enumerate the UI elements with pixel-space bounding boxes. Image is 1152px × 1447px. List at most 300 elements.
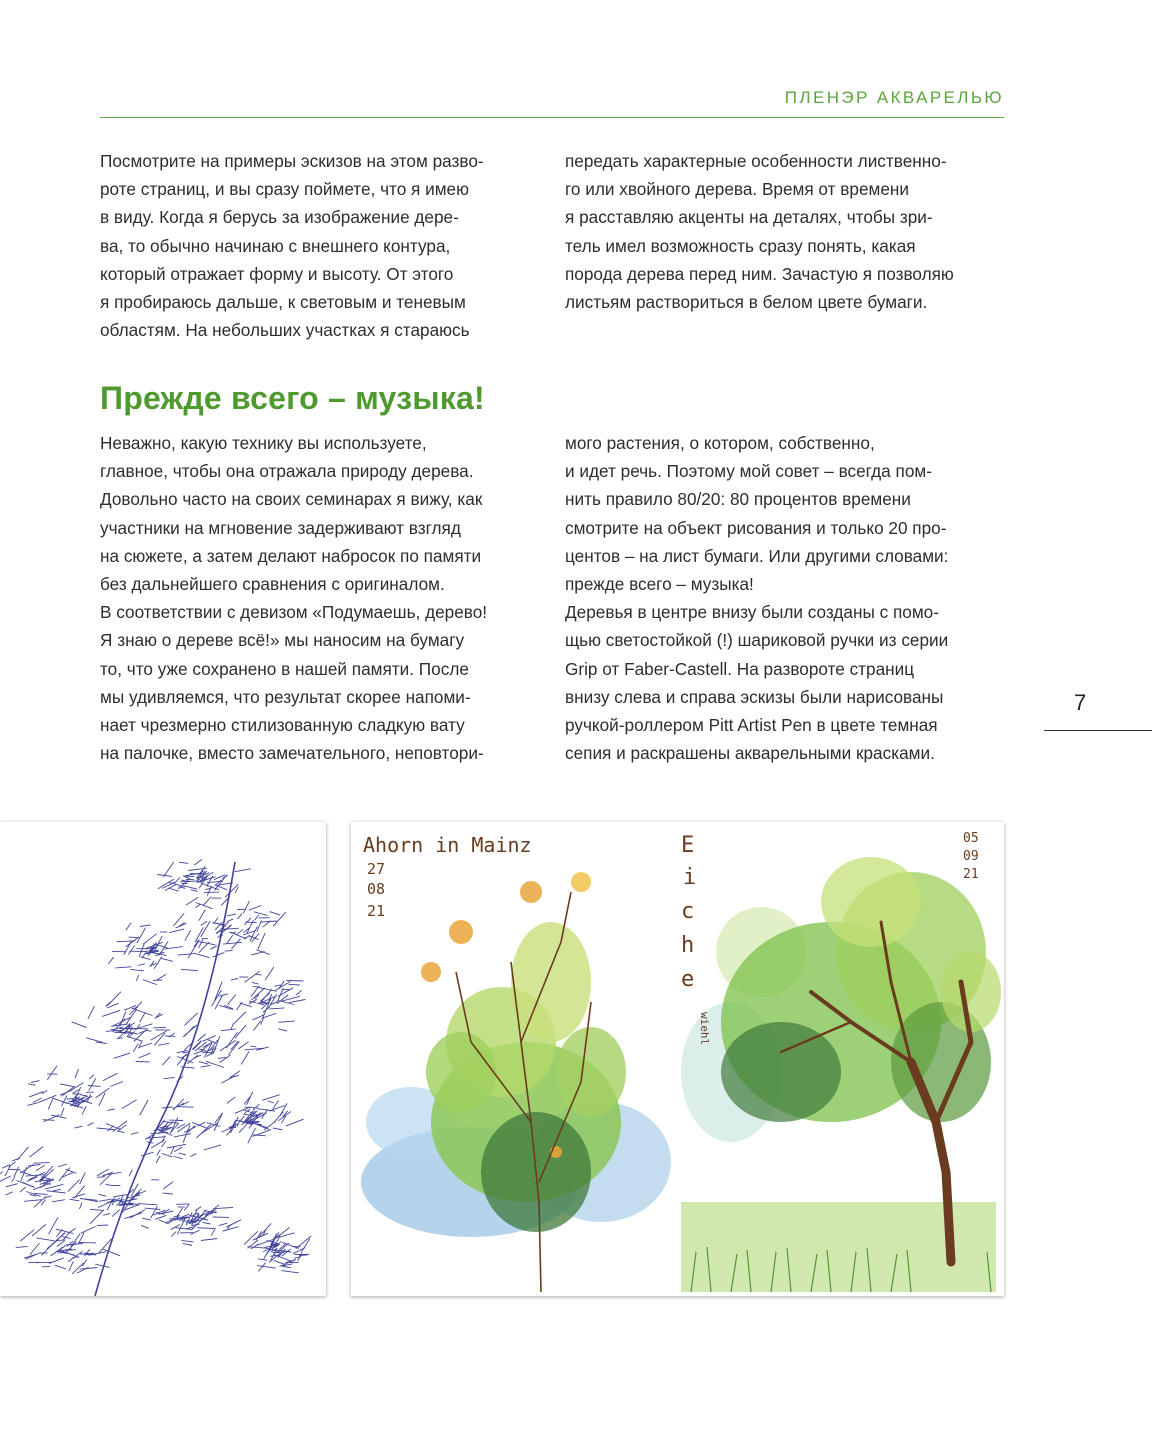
pine-needle-stroke — [75, 1069, 79, 1078]
pine-needle-stroke — [90, 1209, 104, 1210]
oak-title-letter: E — [681, 833, 695, 858]
pine-needle-stroke — [229, 1041, 240, 1055]
pine-needle-stroke — [195, 1207, 201, 1211]
pine-needle-stroke — [95, 1264, 110, 1268]
pine-needle-stroke — [206, 1061, 224, 1067]
pine-needle-stroke — [274, 1261, 286, 1265]
text-line: на палочке, вместо замечательного, неповтори- — [100, 743, 484, 764]
pine-needle-stroke — [199, 1062, 208, 1064]
pine-needle-stroke — [28, 1165, 40, 1167]
pine-needle-stroke — [117, 1038, 123, 1039]
pine-needle-stroke — [278, 1112, 291, 1121]
pine-needle-stroke — [278, 1029, 287, 1031]
pine-needle-stroke — [294, 1257, 301, 1259]
text-line: щью светостойкой (!) шариковой ручки из серии — [565, 630, 949, 651]
text-line: Деревья в центре внизу были созданы с помо- — [565, 602, 939, 623]
pine-needle-stroke — [130, 969, 144, 970]
pine-needle-stroke — [124, 1213, 142, 1219]
pine-needle-stroke — [162, 1107, 173, 1108]
text-line: мого растения, о котором, собственно, — [565, 433, 875, 453]
pine-needle-stroke — [183, 1243, 192, 1245]
pine-needle-stroke — [255, 974, 261, 975]
header-rule — [100, 117, 1004, 118]
pine-needle-stroke — [199, 910, 205, 921]
pine-needle-stroke — [257, 921, 262, 933]
pine-needle-stroke — [201, 1065, 211, 1067]
pine-needle-stroke — [2, 1165, 10, 1169]
pine-needle-stroke — [133, 1044, 138, 1052]
pine-needle-stroke — [130, 1210, 145, 1219]
text-line: я пробираюсь дальше, к световым и теневым — [100, 292, 466, 313]
pine-needle-stroke — [62, 1096, 68, 1106]
pine-needle-stroke — [138, 1053, 150, 1058]
intro-column-left — [100, 147, 540, 344]
text-line: в виду. Когда я берусь за изображение дере- — [100, 207, 459, 228]
pine-needle-stroke — [112, 951, 126, 952]
pine-needle-stroke — [258, 987, 277, 991]
pine-needle-stroke — [273, 1100, 279, 1108]
pine-needle-stroke — [264, 1121, 276, 1130]
pine-needle-stroke — [262, 1109, 268, 1119]
pine-needle-stroke — [132, 1008, 138, 1009]
pine-needle-stroke — [235, 869, 251, 872]
pine-needle-stroke — [99, 1199, 112, 1201]
pine-needle-stroke — [26, 1175, 45, 1176]
pine-needle-stroke — [247, 1247, 266, 1249]
pine-needle-stroke — [140, 925, 151, 927]
pine-needle-stroke — [203, 1222, 211, 1224]
pine-needle-stroke — [97, 1177, 105, 1178]
pine-needle-stroke — [158, 1043, 169, 1045]
pine-needle-stroke — [289, 984, 300, 985]
pine-needle-stroke — [205, 1205, 219, 1216]
pine-needle-stroke — [254, 912, 268, 916]
text-line: участники на мгновение задерживают взгляд — [100, 517, 461, 538]
pine-needle-stroke — [141, 1152, 154, 1156]
pine-needle-stroke — [20, 1164, 33, 1173]
pine-needle-stroke — [191, 890, 198, 892]
pine-needle-stroke — [17, 1181, 35, 1188]
text-line: прежде всего – музыка! — [565, 574, 754, 595]
pine-needle-stroke — [169, 929, 184, 933]
pine-needle-stroke — [63, 1251, 80, 1257]
pine-needle-stroke — [203, 897, 212, 906]
pine-needle-stroke — [49, 1217, 59, 1234]
pine-needle-stroke — [194, 939, 200, 946]
pine-needle-stroke — [235, 887, 238, 893]
pine-needle-stroke — [9, 1169, 21, 1170]
pine-needle-stroke — [174, 1157, 183, 1159]
pine-needle-stroke — [198, 1034, 206, 1041]
pine-needle-stroke — [14, 1167, 19, 1177]
oak-location: wiehl — [698, 1012, 711, 1046]
oak-title-letter: c — [681, 899, 695, 924]
pine-needle-stroke — [114, 1032, 127, 1033]
section-heading: Прежде всего – музыка! — [100, 380, 485, 416]
pine-needle-stroke — [257, 1266, 276, 1269]
pine-needle-stroke — [150, 961, 154, 967]
pine-needle-stroke — [258, 1259, 267, 1260]
pine-needle-stroke — [219, 1223, 227, 1225]
text-line: Я знаю о дереве всё!» мы наносим на бумагу — [100, 630, 465, 651]
pine-needle-stroke — [103, 1172, 121, 1175]
pine-needle-stroke — [136, 975, 139, 981]
pine-needle-stroke — [281, 1271, 299, 1273]
pine-needle-stroke — [142, 1218, 151, 1220]
pine-needle-stroke — [155, 1215, 166, 1219]
pine-needle-stroke — [36, 1165, 44, 1171]
pine-needle-stroke — [86, 1038, 102, 1043]
pine-needle-stroke — [20, 1187, 26, 1192]
pine-needle-stroke — [296, 990, 302, 995]
pine-needle-stroke — [184, 876, 194, 877]
pine-needle-stroke — [247, 1092, 253, 1105]
pine-needle-stroke — [30, 1243, 40, 1255]
pine-needle-stroke — [137, 928, 146, 943]
pine-needle-stroke — [282, 1242, 299, 1248]
pine-needle-stroke — [12, 1158, 20, 1161]
pine-needle-stroke — [118, 1125, 126, 1131]
pine-needle-stroke — [141, 1225, 149, 1228]
pine-needle-stroke — [6, 1184, 18, 1187]
pine-needle-stroke — [106, 1002, 112, 1007]
pine-needle-stroke — [129, 937, 138, 938]
section-column-right — [565, 429, 1005, 767]
pine-needle-stroke — [231, 1023, 234, 1030]
pine-needle-stroke — [138, 964, 145, 966]
pine-needle-stroke — [258, 933, 265, 949]
pine-needle-stroke — [120, 1199, 137, 1203]
pine-needle-stroke — [140, 1100, 149, 1116]
pine-needle-stroke — [270, 912, 281, 916]
text-line: Grip от Faber-Castell. На развороте страниц — [565, 658, 915, 679]
pine-needle-stroke — [58, 1164, 67, 1167]
pine-needle-stroke — [211, 946, 217, 949]
pine-needle-stroke — [177, 1208, 183, 1217]
page-number-rule — [1044, 730, 1152, 731]
pine-needle-stroke — [251, 952, 265, 956]
pine-needle-stroke — [206, 1053, 213, 1057]
pine-needle-stroke — [48, 1099, 53, 1110]
pine-needle-stroke — [181, 1241, 193, 1242]
pine-needle-stroke — [201, 921, 208, 925]
pine-needle-stroke — [151, 1031, 167, 1040]
pine-needle-stroke — [262, 1095, 279, 1101]
pine-needle-stroke — [220, 1055, 231, 1063]
pine-needle-stroke — [194, 953, 210, 958]
pine-needle-stroke — [240, 1116, 244, 1122]
pine-needle-stroke — [188, 941, 199, 958]
pine-needle-stroke — [33, 1163, 49, 1164]
pine-needle-stroke — [12, 1177, 15, 1183]
pine-needle-stroke — [30, 1147, 44, 1158]
pine-needle-stroke — [245, 918, 252, 925]
pine-needle-stroke — [204, 1145, 221, 1150]
pine-needle-stroke — [261, 1018, 264, 1025]
pine-needle-stroke — [221, 1029, 236, 1031]
pine-needle-stroke — [270, 1008, 285, 1009]
pine-needle-stroke — [244, 935, 250, 939]
pine-needle-stroke — [108, 957, 113, 964]
text-line: смотрите на объект рисования и только 20 про- — [565, 517, 947, 538]
pine-needle-stroke — [154, 957, 162, 969]
pine-needle-stroke — [156, 1156, 160, 1163]
pine-needle-stroke — [175, 877, 180, 883]
text-line: внизу слева и справа эскизы были нарисованы — [565, 686, 944, 707]
text-line: листьям раствориться в белом цвете бумаги. — [565, 292, 928, 313]
pine-needle-stroke — [226, 1220, 241, 1227]
text-line: который отражает форму и высоту. От этого — [100, 263, 454, 284]
pine-needle-stroke — [218, 1057, 226, 1058]
pine-needle-stroke — [163, 1182, 173, 1189]
text-line: я расставляю акценты на деталях, чтобы зри- — [565, 207, 933, 228]
pine-needle-stroke — [201, 1239, 217, 1241]
maple-title: Ahorn in Mainz — [363, 833, 532, 857]
oak-date-month: 09 — [963, 849, 979, 864]
oak-title-letter: i — [683, 865, 697, 890]
oak-date-year: 21 — [963, 867, 979, 882]
pine-needle-stroke — [184, 886, 197, 889]
pine-needle-stroke — [268, 1101, 274, 1103]
pine-needle-stroke — [0, 1172, 3, 1176]
pine-needle-stroke — [237, 914, 242, 920]
pine-needle-stroke — [244, 1109, 250, 1114]
pine-needle-stroke — [244, 1231, 258, 1244]
pine-needle-stroke — [24, 1254, 38, 1259]
pine-needle-stroke — [107, 1126, 113, 1131]
pine-needle-stroke — [97, 1225, 108, 1226]
pine-needle-stroke — [61, 1108, 64, 1117]
pine-needle-stroke — [227, 919, 233, 922]
pine-needle-stroke — [139, 944, 144, 957]
pine-needle-stroke — [181, 969, 198, 970]
pine-needle-stroke — [81, 1226, 96, 1233]
text-line: и идет речь. Поэтому мой совет – всегда пом- — [565, 461, 932, 482]
pine-needle-stroke — [225, 951, 233, 952]
text-line: центов – на лист бумаги. Или другими словами: — [565, 545, 949, 566]
pine-needle-stroke — [80, 1172, 86, 1184]
pine-needle-stroke — [283, 1267, 291, 1268]
pine-needle-stroke — [96, 1088, 110, 1098]
text-line: Неважно, какую технику вы используете, — [100, 433, 427, 453]
pine-needle-stroke — [60, 1084, 74, 1087]
oak-title-letter: e — [681, 967, 695, 992]
pine-needle-stroke — [68, 1228, 75, 1233]
pine-needle-stroke — [148, 1137, 166, 1139]
pine-needle-stroke — [89, 1078, 96, 1090]
pine-needle-stroke — [250, 1046, 256, 1047]
pine-needle-stroke — [286, 1119, 304, 1126]
text-line: нает чрезмерно стилизованную сладкую вату — [100, 715, 465, 736]
pine-needle-stroke — [103, 1249, 120, 1256]
pine-needle-stroke — [238, 1042, 248, 1049]
pine-needle-stroke — [27, 1103, 38, 1106]
pine-needle-stroke — [138, 1204, 158, 1205]
pine-needle-stroke — [207, 886, 211, 896]
pine-needle-stroke — [162, 1056, 170, 1065]
pine-needle-stroke — [199, 939, 203, 948]
pine-needle-stroke — [47, 1066, 57, 1080]
pine-needle-stroke — [24, 1200, 41, 1202]
pine-needle-stroke — [102, 1010, 120, 1016]
pine-needle-stroke — [251, 933, 259, 942]
watercolor-drawing — [351, 822, 1004, 1296]
pine-needle-stroke — [28, 1084, 36, 1086]
pine-needle-stroke — [0, 1176, 11, 1182]
text-line: порода дерева перед ним. Зачастую я позволяю — [565, 263, 954, 284]
pine-needle-stroke — [79, 1242, 97, 1243]
pine-needle-stroke — [68, 1180, 80, 1192]
ballpoint-pine-sketch — [0, 822, 326, 1296]
maple-date-month: 08 — [367, 880, 386, 898]
text-line: Довольно часто на своих семинарах я вижу, как — [100, 489, 483, 510]
pine-needle-stroke — [36, 1238, 54, 1241]
pine-needle-stroke — [222, 1126, 236, 1132]
pine-needle-stroke — [174, 1147, 182, 1152]
pine-needle-stroke — [253, 1021, 260, 1031]
pine-needle-stroke — [89, 1075, 94, 1079]
pine-needle-stroke — [103, 1213, 110, 1215]
pine-needle-stroke — [72, 1194, 85, 1198]
pine-needle-stroke — [88, 1123, 94, 1126]
pine-needle-stroke — [171, 1225, 180, 1230]
pine-needle-stroke — [20, 1230, 34, 1241]
text-line: ручкой-роллером Pitt Artist Pen в цвете темная — [565, 715, 938, 736]
pine-needle-stroke — [249, 906, 261, 911]
pine-needle-stroke — [185, 930, 191, 941]
pine-needle-stroke — [126, 1009, 137, 1025]
pine-needle-stroke — [273, 1128, 283, 1130]
pine-needle-stroke — [43, 1120, 55, 1121]
pine-needle-stroke — [80, 1095, 87, 1097]
pine-needle-stroke — [179, 862, 188, 863]
pine-needle-stroke — [275, 985, 281, 986]
pine-needle-stroke — [185, 1013, 198, 1026]
pine-needle-stroke — [265, 967, 274, 980]
text-line: го или хвойного дерева. Время от времени — [565, 179, 909, 200]
pine-needle-stroke — [194, 1051, 203, 1055]
pine-needle-stroke — [159, 1220, 168, 1224]
pine-needle-stroke — [131, 1132, 139, 1134]
pine-needle-stroke — [55, 1265, 66, 1269]
pine-needle-stroke — [68, 1251, 83, 1262]
pine-needle-stroke — [113, 1195, 127, 1197]
pine-needle-stroke — [143, 934, 157, 944]
pine-needle-stroke — [103, 1073, 117, 1080]
pine-needle-stroke — [45, 1184, 63, 1189]
watercolor-sketches — [351, 822, 1004, 1296]
pine-needle-stroke — [65, 1250, 76, 1251]
pine-needle-stroke — [60, 1245, 67, 1250]
pine-needle-stroke — [281, 996, 300, 1001]
pine-needle-stroke — [223, 942, 242, 944]
pine-needle-stroke — [106, 1184, 114, 1186]
pine-needle-stroke — [289, 1000, 306, 1003]
pine-needle-stroke — [237, 1002, 242, 1010]
pine-needle-stroke — [278, 1021, 295, 1022]
pine-needle-stroke — [227, 935, 233, 944]
pine-needle-stroke — [167, 1144, 186, 1148]
pine-needle-stroke — [227, 1097, 236, 1104]
pine-needle-stroke — [112, 1210, 119, 1217]
pine-needle-stroke — [197, 1228, 214, 1229]
pine-needle-stroke — [223, 1227, 239, 1232]
pine-needle-stroke — [231, 939, 240, 950]
pine-needle-stroke — [184, 1026, 194, 1037]
pine-needle-stroke — [193, 1042, 201, 1050]
oak-foliage — [721, 857, 1001, 1122]
pine-needle-stroke — [184, 1127, 196, 1133]
page-number: 7 — [1074, 690, 1087, 715]
pine-needle-stroke — [117, 1131, 125, 1133]
pine-needle-stroke — [140, 1013, 145, 1023]
text-line: передать характерные особенности лиственно- — [565, 151, 947, 171]
pine-needle-stroke — [161, 958, 173, 961]
pine-needle-stroke — [57, 1241, 65, 1247]
pine-needle-stroke — [174, 1134, 191, 1137]
text-line: ва, то обычно начинаю с внешнего контура, — [100, 235, 451, 256]
pine-needle-stroke — [286, 981, 303, 982]
pine-needle-stroke — [136, 1024, 140, 1030]
pine-needle-stroke — [163, 1193, 173, 1194]
pine-needle-stroke — [114, 1053, 131, 1058]
pine-needle-stroke — [179, 1153, 186, 1155]
pine-needle-stroke — [72, 1022, 87, 1028]
text-line: роте страниц, и вы сразу поймете, что я имею — [100, 179, 470, 200]
pine-needle-stroke — [49, 1258, 64, 1264]
pine-needle-stroke — [168, 888, 178, 891]
intro-column-right — [565, 147, 1005, 316]
pine-needle-stroke — [69, 1261, 74, 1271]
pine-needle-stroke — [46, 1191, 65, 1193]
pine-needle-stroke — [224, 928, 240, 929]
pine-needle-stroke — [153, 1027, 166, 1028]
text-line: тель имел возможность сразу понять, какая — [565, 235, 916, 256]
pine-needle-stroke — [186, 897, 198, 905]
pine-needle-stroke — [243, 901, 249, 913]
oak-date-day: 05 — [963, 831, 979, 846]
pine-needle-stroke — [241, 1051, 249, 1064]
pine-needle-stroke — [280, 1103, 287, 1116]
ballpoint-pine-drawing — [0, 822, 326, 1296]
pine-needle-stroke — [61, 1086, 75, 1096]
pine-needle-stroke — [196, 941, 215, 945]
pine-needle-stroke — [82, 1259, 87, 1266]
pine-needle-stroke — [237, 929, 243, 934]
pine-needle-stroke — [80, 1203, 83, 1209]
pine-needle-stroke — [31, 1081, 39, 1083]
pine-needle-stroke — [278, 1233, 294, 1238]
pine-needle-stroke — [231, 979, 238, 980]
oak-title-letter: h — [681, 933, 695, 958]
pine-needle-stroke — [53, 1189, 61, 1191]
text-line: без дальнейшего сравнения с оригиналом. — [100, 574, 445, 595]
pine-needle-stroke — [38, 1095, 56, 1102]
text-line: Посмотрите на примеры эскизов на этом разво- — [100, 151, 484, 171]
pine-needle-stroke — [88, 1006, 95, 1019]
pine-needle-stroke — [41, 1243, 53, 1255]
text-line: мы удивляемся, что результат скорее напоми- — [100, 686, 471, 707]
text-line: на сюжете, а затем делают набросок по памяти — [100, 545, 482, 566]
pine-needle-stroke — [227, 914, 236, 916]
pine-needle-stroke — [234, 1012, 246, 1024]
pine-needle-stroke — [212, 990, 222, 1006]
running-title: ПЛЕНЭР АКВАРЕЛЬЮ — [784, 88, 1004, 107]
pine-needle-stroke — [235, 1025, 246, 1038]
pine-needle-stroke — [259, 1263, 266, 1272]
pine-needle-stroke — [6, 1192, 13, 1195]
pine-needle-stroke — [110, 1082, 123, 1087]
